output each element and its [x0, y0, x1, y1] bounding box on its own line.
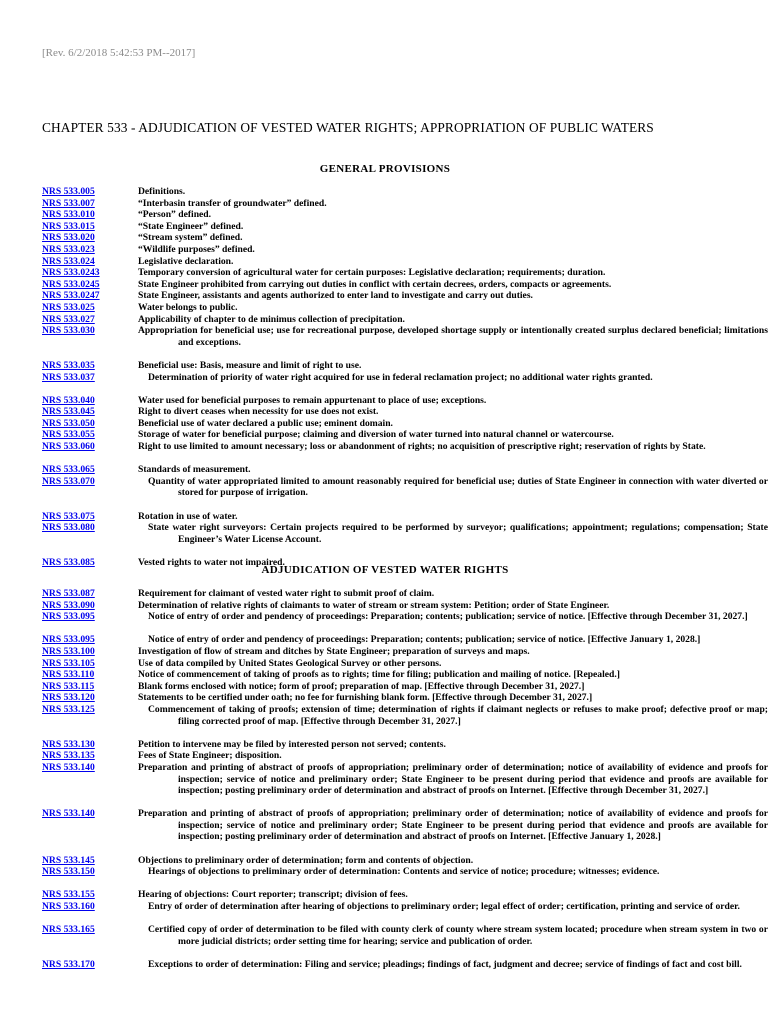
- section-link[interactable]: NRS 533.160: [42, 901, 95, 913]
- section-description: Commencement of taking of proofs; extension of time; determination of rights if claimant neglects or refuses to make proof; defective proof or map; filing corrected proof of map. [Effective through December 31, 2027.]: [148, 703, 768, 727]
- section-list-adjudication: [0, 588, 770, 971]
- list-item: [0, 314, 770, 326]
- section-link[interactable]: NRS 533.0243: [42, 267, 100, 279]
- chapter-title: CHAPTER 533 - ADJUDICATION OF VESTED WATER RIGHTS; APPROPRIATION OF PUBLIC WATERS: [42, 120, 654, 135]
- list-item: [0, 855, 770, 867]
- section-description: Rotation in use of water.: [138, 510, 238, 522]
- section-link[interactable]: NRS 533.140: [42, 808, 95, 820]
- section-link[interactable]: NRS 533.010: [42, 209, 95, 221]
- list-item: [0, 924, 770, 947]
- section-link[interactable]: NRS 533.165: [42, 924, 95, 936]
- section-link[interactable]: NRS 533.095: [42, 634, 95, 646]
- list-item: [0, 325, 770, 348]
- list-item: [0, 600, 770, 612]
- list-item: [0, 302, 770, 314]
- section-description: State Engineer, assistants and agents authorized to enter land to investigate and carry out duties.: [138, 290, 533, 302]
- section-link[interactable]: NRS 533.025: [42, 301, 95, 313]
- list-item: [0, 669, 770, 681]
- section-description: Investigation of flow of stream and ditches by State Engineer; preparation of surveys and maps.: [138, 645, 530, 657]
- list-item: [0, 588, 770, 600]
- list-item: [0, 279, 770, 291]
- section-link[interactable]: NRS 533.037: [42, 371, 95, 383]
- section-description: Water belongs to public.: [138, 301, 238, 313]
- section-link[interactable]: NRS 533.040: [42, 394, 95, 406]
- section-link[interactable]: NRS 533.080: [42, 522, 95, 534]
- section-description: “Person” defined.: [138, 209, 212, 221]
- section-description: Preparation and printing of abstract of proofs of appropriation; preliminary order of determination; notice of availability of evidence and proofs for inspection; service of notice and preliminary order; State Engineer to be present during period that evidence and proofs are available for inspection; posting preliminary order of determination and abstract of proofs on Internet. [Effective through December 31, 2027.]: [138, 761, 768, 797]
- section-link[interactable]: NRS 533.0245: [42, 278, 100, 290]
- section-description: Certified copy of order of determination to be filed with county clerk of county where stream system located; procedure when stream system in two or more judicial districts; order setting time for hearing; service and publication of order.: [148, 924, 768, 947]
- list-item: [0, 646, 770, 658]
- section-link[interactable]: NRS 533.050: [42, 417, 95, 429]
- section-description: Preparation and printing of abstract of proofs of appropriation; preliminary order of determination; notice of availability of evidence and proofs for inspection; service of notice and preliminary order; State Engineer to be present during period that evidence and proofs are available for inspection; posting preliminary order of determination and abstract of proofs on Internet. [Effective January 1, 2028.]: [138, 808, 768, 843]
- list-item: [0, 360, 770, 372]
- list-item: [0, 511, 770, 523]
- section-link[interactable]: NRS 533.024: [42, 255, 95, 267]
- section-description: Determination of priority of water right acquired for use in federal reclamation project; no additional water rights granted.: [148, 371, 653, 383]
- section-description: Hearing of objections: Court reporter; transcript; division of fees.: [138, 889, 408, 901]
- section-link[interactable]: NRS 533.060: [42, 441, 95, 453]
- section-link[interactable]: NRS 533.023: [42, 243, 95, 255]
- section-description: “State Engineer” defined.: [138, 220, 244, 232]
- section-description: Quantity of water appropriated limited to amount reasonably required for beneficial use; duties of State Engineer in connection with water diverted or stored for purpose of irrigation.: [148, 475, 768, 499]
- section-link[interactable]: NRS 533.100: [42, 645, 95, 657]
- section-description: Notice of commencement of taking of proofs as to rights; time for filing; publication and mailing of notice. [Repealed.]: [138, 669, 620, 681]
- section-description: Right to divert ceases when necessity for use does not exist.: [138, 406, 379, 418]
- revision-stamp: [Rev. 6/2/2018 5:42:53 PM--2017]: [42, 47, 196, 59]
- list-item: [0, 750, 770, 762]
- section-description: Exceptions to order of determination: Filing and service; pleadings; findings of fact, judgment and decree; service of findings of fact and cost bill.: [148, 959, 742, 970]
- list-item: [0, 406, 770, 418]
- list-item: [0, 290, 770, 302]
- section-link[interactable]: NRS 533.030: [42, 325, 95, 337]
- section-description: Vested rights to water not impaired.: [138, 557, 285, 568]
- section-description: Use of data compiled by United States Geological Survey or other persons.: [138, 657, 442, 669]
- list-item: [0, 658, 770, 670]
- list-item: [0, 866, 770, 878]
- section-link[interactable]: NRS 533.070: [42, 475, 95, 487]
- section-link[interactable]: NRS 533.115: [42, 680, 95, 692]
- section-description: Blank forms enclosed with notice; form of proof; preparation of map. [Effective through December 31, 2027.]: [138, 680, 585, 692]
- section-link[interactable]: NRS 533.075: [42, 510, 95, 522]
- section-description: State water right surveyors: Certain projects required to be performed by surveyor; qualifications; appointment; regulations; compensation; State Engineer’s Water License Account.: [148, 522, 768, 545]
- section-link[interactable]: NRS 533.027: [42, 313, 95, 325]
- list-item: [0, 704, 770, 727]
- section-link[interactable]: NRS 533.170: [42, 959, 95, 970]
- section-link[interactable]: NRS 533.065: [42, 464, 95, 476]
- section-heading-adjudication: ADJUDICATION OF VESTED WATER RIGHTS: [261, 564, 509, 576]
- section-link[interactable]: NRS 533.155: [42, 889, 95, 901]
- section-description: Definitions.: [138, 186, 186, 197]
- list-item: [0, 762, 770, 797]
- section-description: Water used for beneficial purposes to remain appurtenant to place of use; exceptions.: [138, 394, 487, 406]
- section-link[interactable]: NRS 533.045: [42, 406, 95, 418]
- list-item: [0, 634, 770, 646]
- section-link[interactable]: NRS 533.095: [42, 611, 95, 623]
- list-item: [0, 476, 770, 499]
- section-link[interactable]: NRS 533.110: [42, 669, 95, 681]
- list-item: [0, 418, 770, 430]
- list-item: [0, 429, 770, 441]
- section-description: “Interbasin transfer of groundwater” defined.: [138, 197, 327, 209]
- section-description: Entry of order of determination after hearing of objections to preliminary order; legal effect of order; certification, printing and service of order.: [148, 901, 740, 913]
- list-item: [0, 209, 770, 221]
- list-item: [0, 889, 770, 901]
- list-item: [0, 221, 770, 233]
- section-description: Standards of measurement.: [138, 464, 251, 476]
- section-description: State Engineer prohibited from carrying out duties in conflict with certain decrees, orders, compacts or agreements.: [138, 278, 612, 290]
- list-item: [0, 267, 770, 279]
- list-item: [0, 681, 770, 693]
- section-description: “Stream system” defined.: [138, 232, 243, 244]
- section-description: Hearings of objections to preliminary order of determination: Contents and service of notice; procedure; witnesses; evidence.: [148, 866, 660, 878]
- section-link[interactable]: NRS 533.0247: [42, 290, 100, 302]
- list-item: [0, 901, 770, 913]
- section-description: Fees of State Engineer; disposition.: [138, 750, 282, 762]
- section-description: Applicability of chapter to de minimus collection of precipitation.: [138, 313, 405, 325]
- section-link[interactable]: NRS 533.135: [42, 750, 95, 762]
- list-item: [0, 959, 770, 971]
- section-link[interactable]: NRS 533.055: [42, 429, 95, 441]
- section-link[interactable]: NRS 533.020: [42, 232, 95, 244]
- section-heading-general-provisions: GENERAL PROVISIONS: [319, 163, 451, 175]
- section-description: Beneficial use: Basis, measure and limit of right to use.: [138, 359, 362, 371]
- list-item: [0, 464, 770, 476]
- list-item: [0, 739, 770, 751]
- section-description: Requirement for claimant of vested water right to submit proof of claim.: [138, 588, 435, 599]
- section-link[interactable]: NRS 533.085: [42, 557, 95, 568]
- list-item: [0, 372, 770, 384]
- section-link[interactable]: NRS 533.015: [42, 220, 95, 232]
- section-link[interactable]: NRS 533.140: [42, 761, 95, 773]
- section-description: Legislative declaration.: [138, 255, 234, 267]
- section-link[interactable]: NRS 533.105: [42, 657, 95, 669]
- list-item: [0, 808, 770, 843]
- list-item: [0, 244, 770, 256]
- section-link[interactable]: NRS 533.005: [42, 186, 95, 197]
- section-description: Storage of water for beneficial purpose; claiming and diversion of water turned into natural channel or watercourse.: [138, 429, 614, 441]
- section-description: Notice of entry of order and pendency of proceedings: Preparation; contents; publication; service of notice. [Effective through December 31, 2027.]: [148, 611, 748, 623]
- section-link[interactable]: NRS 533.150: [42, 866, 95, 878]
- list-item: [0, 232, 770, 244]
- section-description: “Wildlife purposes” defined.: [138, 243, 255, 255]
- section-link[interactable]: NRS 533.120: [42, 692, 95, 704]
- section-description: Notice of entry of order and pendency of proceedings: Preparation; contents; publication; service of notice. [Effective January 1, 2028.]: [148, 634, 701, 646]
- list-item: [0, 198, 770, 210]
- section-link[interactable]: NRS 533.035: [42, 359, 95, 371]
- list-item: [0, 692, 770, 704]
- section-link[interactable]: NRS 533.090: [42, 599, 95, 611]
- section-description: Statements to be certified under oath; no fee for furnishing blank form. [Effective through December 31, 2027.]: [138, 692, 593, 704]
- section-link[interactable]: NRS 533.130: [42, 738, 95, 750]
- section-description: Temporary conversion of agricultural water for certain purposes: Legislative declaration; requirements; duration.: [138, 267, 606, 279]
- section-link[interactable]: NRS 533.007: [42, 197, 95, 209]
- section-link[interactable]: NRS 533.145: [42, 854, 95, 866]
- section-list-general-provisions: [0, 186, 770, 569]
- list-item: [0, 395, 770, 407]
- section-description: Determination of relative rights of claimants to water of stream or stream system: Petition; order of State Engineer.: [138, 599, 610, 611]
- section-description: Right to use limited to amount necessary; loss or abandonment of rights; no acquisition of prescriptive right; reservation of rights by State.: [138, 441, 706, 453]
- section-description: Petition to intervene may be filed by interested person not served; contents.: [138, 738, 446, 750]
- section-link[interactable]: NRS 533.087: [42, 588, 95, 599]
- section-description: Beneficial use of water declared a public use; eminent domain.: [138, 417, 393, 429]
- list-item: [0, 611, 770, 623]
- list-item: [0, 441, 770, 453]
- list-item: [0, 186, 770, 198]
- section-description: Appropriation for beneficial use; use for recreational purpose, developed shortage supply or intentionally created surplus declared beneficial; limitations and exceptions.: [138, 325, 768, 348]
- list-item: [0, 256, 770, 268]
- section-link[interactable]: NRS 533.125: [42, 703, 95, 715]
- section-description: Objections to preliminary order of determination; form and contents of objection.: [138, 854, 474, 866]
- list-item: [0, 522, 770, 545]
